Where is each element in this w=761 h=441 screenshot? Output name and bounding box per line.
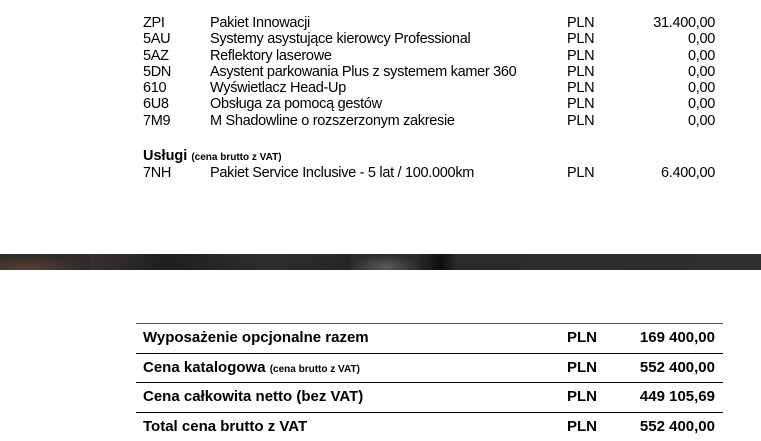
totals-row-net <box>136 382 723 412</box>
option-row <box>143 64 723 80</box>
services-heading-label: Usługi <box>143 148 187 164</box>
totals-currency: PLN <box>567 413 597 441</box>
totals-label-text: Cena katalogowa <box>143 359 266 376</box>
service-price: 6.400,00 <box>661 165 715 181</box>
option-price: 0,00 <box>688 48 715 64</box>
totals-value: 552 400,00 <box>640 354 715 382</box>
totals-label-text: Total cena brutto z VAT <box>143 418 307 435</box>
option-description: Systemy asystujące kierowcy Professional <box>210 31 470 47</box>
service-code: 7NH <box>143 165 171 181</box>
totals-value: 552 400,00 <box>640 413 715 441</box>
totals-value: 169 400,00 <box>640 324 715 352</box>
option-description: Obsługa za pomocą gestów <box>210 96 382 112</box>
option-code: 7M9 <box>143 113 170 129</box>
options-list <box>143 15 723 129</box>
totals-row-options <box>136 323 723 353</box>
service-description: Pakiet Service Inclusive - 5 lat / 100.000km <box>210 165 474 181</box>
totals-label <box>143 383 363 411</box>
totals-table <box>136 323 723 441</box>
option-description: Reflektory laserowe <box>210 48 332 64</box>
option-price: 0,00 <box>688 80 715 96</box>
totals-row-catalog <box>136 353 723 383</box>
option-description: Pakiet Innowacji <box>210 15 310 31</box>
totals-value: 449 105,69 <box>640 383 715 411</box>
photo-detail <box>0 254 90 270</box>
option-currency: PLN <box>567 31 594 47</box>
totals-currency: PLN <box>567 324 597 352</box>
option-row <box>143 31 723 47</box>
vehicle-photo-strip <box>0 254 761 270</box>
option-price: 0,00 <box>688 64 715 80</box>
totals-label <box>143 324 369 352</box>
option-description: M Shadowline o rozszerzonym zakresie <box>210 113 455 129</box>
option-code: 6U8 <box>143 96 169 112</box>
totals-currency: PLN <box>567 383 597 411</box>
services-heading <box>143 148 282 166</box>
option-currency: PLN <box>567 80 594 96</box>
totals-label <box>143 354 360 384</box>
option-description: Asystent parkowania Plus z systemem kamer 360 <box>210 64 516 80</box>
totals-label-text: Wyposażenie opcjonalne razem <box>143 329 369 346</box>
option-price: 31.400,00 <box>653 15 715 31</box>
option-code: ZPI <box>143 15 165 31</box>
option-currency: PLN <box>567 113 594 129</box>
photo-detail <box>350 254 420 270</box>
option-price: 0,00 <box>688 31 715 47</box>
totals-label-note: (cena brutto z VAT) <box>270 364 360 375</box>
option-row <box>143 15 723 31</box>
option-row <box>143 80 723 96</box>
option-price: 0,00 <box>688 113 715 129</box>
option-row <box>143 113 723 129</box>
option-code: 610 <box>143 80 166 96</box>
totals-label <box>143 413 307 441</box>
totals-label-text: Cena całkowita netto (bez VAT) <box>143 388 363 405</box>
services-list <box>143 165 723 181</box>
option-code: 5AU <box>143 31 170 47</box>
service-currency: PLN <box>567 165 594 181</box>
option-currency: PLN <box>567 15 594 31</box>
option-row <box>143 48 723 64</box>
option-row <box>143 96 723 112</box>
option-currency: PLN <box>567 64 594 80</box>
totals-currency: PLN <box>567 354 597 382</box>
option-currency: PLN <box>567 96 594 112</box>
option-price: 0,00 <box>688 96 715 112</box>
option-currency: PLN <box>567 48 594 64</box>
option-description: Wyświetlacz Head-Up <box>210 80 346 96</box>
option-code: 5AZ <box>143 48 169 64</box>
service-row <box>143 165 723 181</box>
option-code: 5DN <box>143 64 171 80</box>
services-heading-note: (cena brutto z VAT) <box>191 152 281 163</box>
totals-row-gross <box>136 412 723 441</box>
